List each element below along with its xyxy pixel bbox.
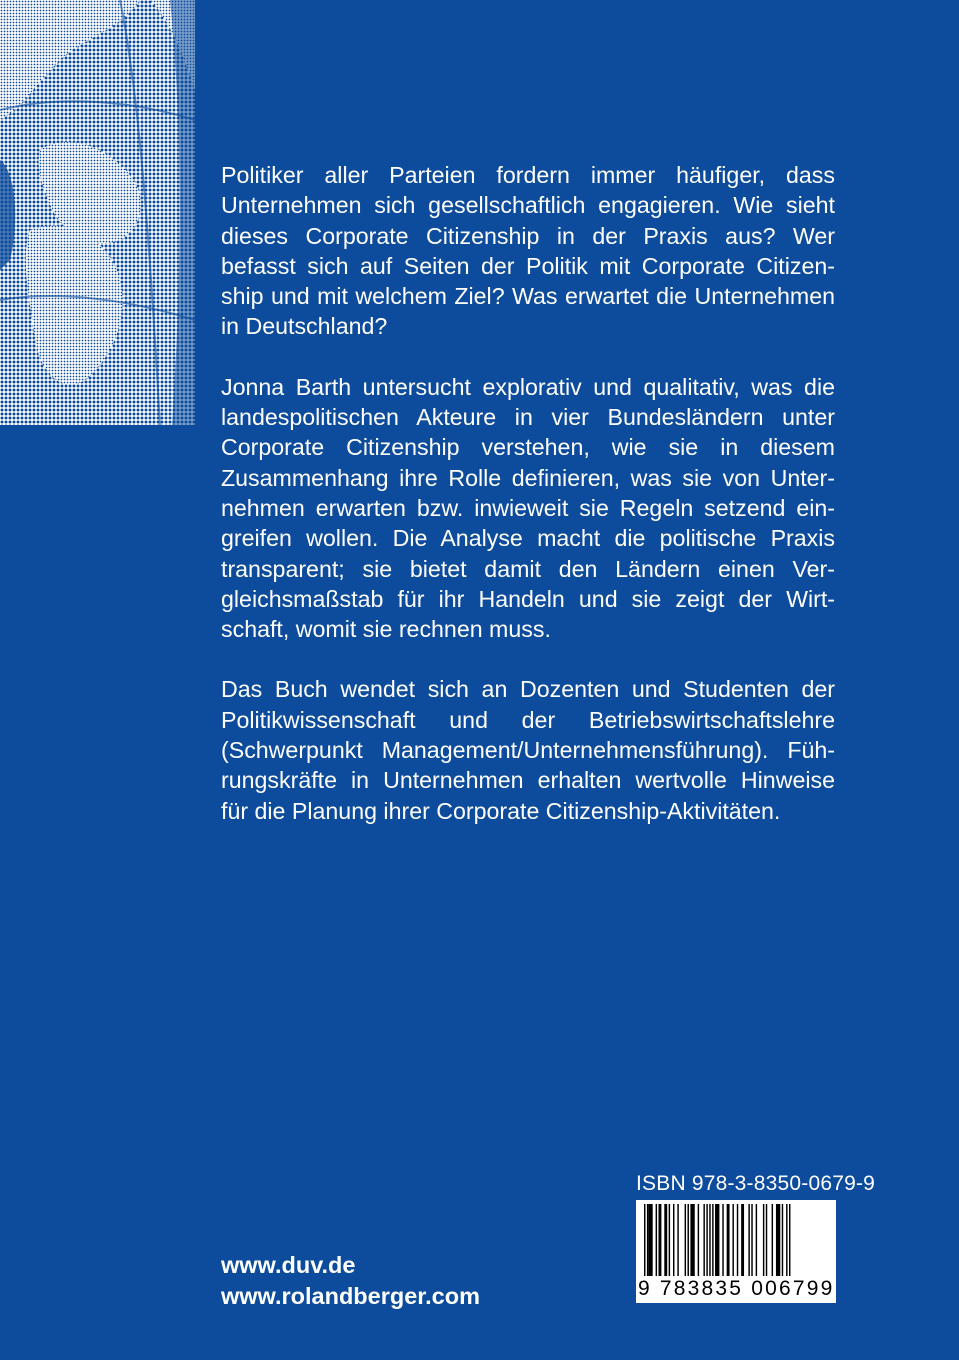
blurb-line: Zusammenhang ihre Rolle definieren, was sie von Unter- [221, 464, 835, 491]
blurb-line: Das Buch wendet sich an Dozenten und Studenten der [221, 676, 835, 703]
blurb-line: schaft, womit sie rechnen muss. [221, 616, 551, 643]
barcode-digits: 9 783835 006799 [638, 1277, 835, 1300]
blurb-line: Jonna Barth untersucht explorativ und qualitativ, was die [221, 373, 835, 400]
blurb-line: Politiker aller Parteien fordern immer häufiger, dass [221, 162, 835, 188]
back-cover-blurb [221, 160, 835, 856]
blurb-line: landespolitischen Akteure in vier Bundesländern unter [221, 404, 835, 431]
blurb-line: Politikwissenschaft und der Betriebswirtschaftslehre [221, 706, 835, 733]
blurb-line: (Schwerpunkt Management/Unternehmensführung). Füh- [221, 737, 835, 764]
blurb-line: gleichsmaßstab für ihr Handeln und sie zeigt der Wirt- [221, 585, 835, 612]
blurb-line: für die Planung ihrer Corporate Citizenship-Aktivitäten. [221, 797, 781, 824]
blurb-line: dieses Corporate Citizenship in der Praxis aus? Wer [221, 222, 835, 249]
blurb-paragraph-1 [221, 160, 835, 342]
blurb-line: Unternehmen sich gesellschaftlich engagieren. Wie sieht [221, 192, 835, 219]
blurb-paragraph-3 [221, 674, 835, 825]
publisher-urls [221, 1250, 480, 1312]
blurb-line: transparent; sie bietet damit den Ländern einen Ver- [221, 555, 835, 582]
publisher-url-rolandberger[interactable]: www.rolandberger.com [221, 1283, 480, 1309]
isbn-label: ISBN 978-3-8350-0679-9 [636, 1172, 876, 1195]
blurb-line: befasst sich auf Seiten der Politik mit Corporate Citizen- [221, 252, 835, 279]
blurb-line: ship und mit welchem Ziel? Was erwartet die Unternehmen [221, 283, 835, 310]
globe-image [0, 0, 195, 425]
blurb-line: greifen wollen. Die Analyse macht die politische Praxis [221, 525, 835, 552]
publisher-url-duv[interactable]: www.duv.de [221, 1252, 356, 1278]
barcode-image [636, 1200, 836, 1303]
blurb-line: rungskräfte in Unternehmen erhalten wertvolle Hinweise [221, 767, 835, 794]
blurb-line: Corporate Citizenship verstehen, wie sie in diesem [221, 434, 835, 461]
blurb-line: nehmen erwarten bzw. inwieweit sie Regeln setzend ein- [221, 494, 835, 521]
blurb-paragraph-2 [221, 372, 835, 645]
blurb-line: in Deutschland? [221, 313, 388, 340]
